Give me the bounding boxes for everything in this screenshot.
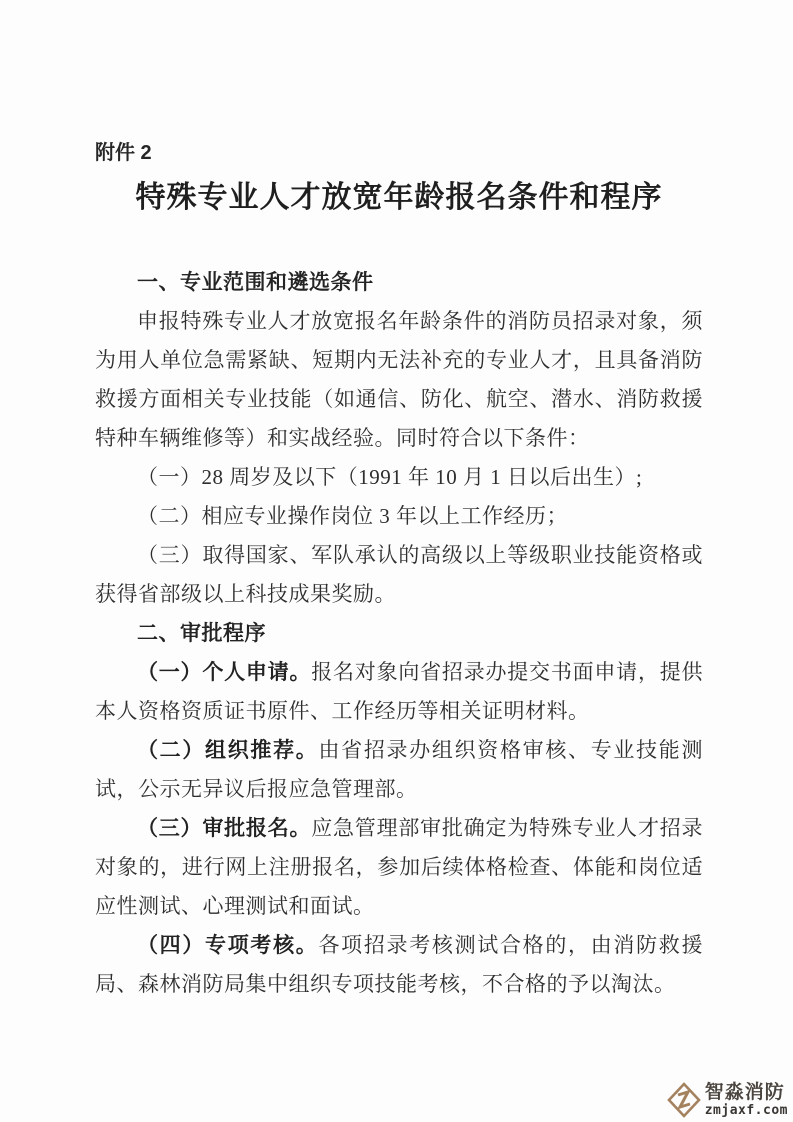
condition-item-3: （三）取得国家、军队承认的高级以上等级职业技能资格或获得省部级以上科技成果奖励。 bbox=[95, 543, 703, 606]
brand-site-url: zmjaxf.com bbox=[704, 1103, 788, 1118]
section-2-heading: 二、审批程序 bbox=[137, 622, 266, 645]
section-1-heading: 一、专业范围和遴选条件 bbox=[137, 271, 374, 294]
brand-name: 智淼消防 bbox=[704, 1082, 785, 1103]
procedure-step-1-text: 报名对象向省招录办提交书面申请，提供本人资格资质证书原件、工作经历等相关证明材料。 bbox=[95, 660, 704, 723]
watermark-text bbox=[705, 1083, 788, 1117]
procedure-step-1-lead: （一）个人申请。 bbox=[137, 660, 312, 684]
attachment-label: 附件 2 bbox=[95, 142, 152, 164]
brand-logo-icon bbox=[667, 1082, 701, 1118]
procedure-step-3 bbox=[95, 809, 703, 926]
condition-item-2: （二）相应专业操作岗位 3 年以上工作经历； bbox=[137, 504, 568, 528]
document-body bbox=[95, 263, 703, 1004]
procedure-step-2-lead: （二）组织推荐。 bbox=[137, 738, 319, 762]
procedure-step-3-text: 应急管理部审批确定为特殊专业人才招录对象的，进行网上注册报名，参加后续体格检查、体能和岗位适应性测试、心理测试和面试。 bbox=[95, 816, 704, 918]
section-1-intro: 申报特殊专业人才放宽报名年龄条件的消防员招录对象，须为用人单位急需紧缺、短期内无法补充的专业人才，且具备消防救援方面相关专业技能（如通信、防化、航空、潜水、消防救援特种车辆维修等）和实战经验。同时符合以下条件： bbox=[95, 309, 703, 450]
procedure-step-4-lead: （四）专项考核。 bbox=[137, 933, 319, 957]
document-title: 特殊专业人才放宽年龄报名条件和程序 bbox=[135, 181, 663, 214]
condition-item-1: （一）28 周岁及以下（1991 年 10 月 1 日以后出生）; bbox=[137, 465, 643, 489]
procedure-step-2-text: 由省招录办组织资格审核、专业技能测试，公示无异议后报应急管理部。 bbox=[95, 738, 703, 801]
procedure-step-3-lead: （三）审批报名。 bbox=[137, 816, 312, 840]
procedure-step-2 bbox=[95, 731, 703, 809]
site-watermark bbox=[667, 1082, 788, 1118]
procedure-step-1 bbox=[95, 653, 703, 731]
procedure-step-4-text: 各项招录考核测试合格的，由消防救援局、森林消防局集中组织专项技能考核，不合格的予以淘汰。 bbox=[95, 933, 703, 996]
procedure-step-4 bbox=[95, 926, 703, 1004]
